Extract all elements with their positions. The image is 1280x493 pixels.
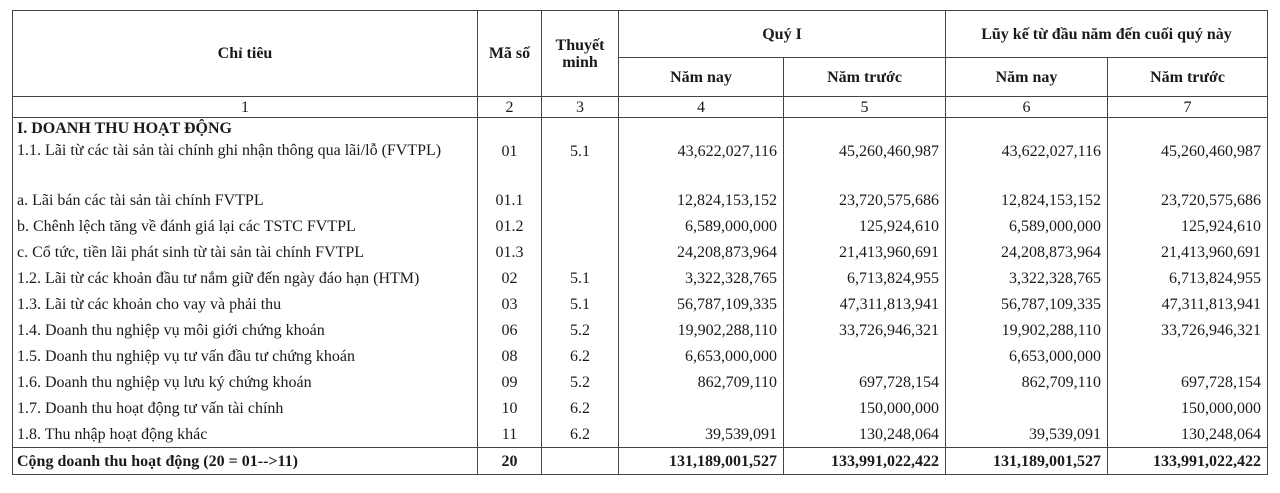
total-ytd-this-year: 131,189,001,527	[946, 448, 1108, 475]
row-code: 08	[478, 343, 542, 369]
row-ytd-last-year: 6,713,824,955	[1108, 265, 1268, 291]
header-quarter-this-year: Năm nay	[619, 58, 784, 97]
section-title: I. DOANH THU HOẠT ĐỘNG	[13, 118, 478, 139]
row-ytd-last-year: 47,311,813,941	[1108, 291, 1268, 317]
row-code: 11	[478, 421, 542, 448]
row-quarter-last-year: 130,248,064	[784, 421, 946, 448]
table-row	[13, 187, 1268, 213]
row-ytd-last-year	[1108, 343, 1268, 369]
row-note: 5.1	[542, 291, 619, 317]
column-number: 6	[946, 97, 1108, 118]
row-quarter-last-year: 23,720,575,686	[784, 187, 946, 213]
row-quarter-last-year: 47,311,813,941	[784, 291, 946, 317]
row-quarter-this-year: 862,709,110	[619, 369, 784, 395]
row-note: 6.2	[542, 343, 619, 369]
table-row	[13, 421, 1268, 448]
row-note: 5.2	[542, 369, 619, 395]
revenue-table	[12, 10, 1268, 475]
row-label: 1.2. Lãi từ các khoản đầu tư nắm giữ đến ngày đáo hạn (HTM)	[13, 265, 478, 291]
table-row	[13, 343, 1268, 369]
row-code: 10	[478, 395, 542, 421]
row-quarter-last-year: 150,000,000	[784, 395, 946, 421]
header-ytd: Lũy kế từ đầu năm đến cuối quý này	[946, 11, 1268, 58]
header-code: Mã số	[478, 11, 542, 97]
row-note	[542, 239, 619, 265]
row-ytd-this-year: 43,622,027,116	[946, 138, 1108, 187]
row-ytd-this-year: 862,709,110	[946, 369, 1108, 395]
income-statement-sheet	[12, 10, 1267, 475]
column-number: 7	[1108, 97, 1268, 118]
row-label: 1.1. Lãi từ các tài sản tài chính ghi nhận thông qua lãi/lỗ (FVTPL)	[13, 138, 478, 187]
row-quarter-last-year: 33,726,946,321	[784, 317, 946, 343]
header-note: Thuyết minh	[542, 11, 619, 97]
row-label: 1.3. Lãi từ các khoản cho vay và phải thu	[13, 291, 478, 317]
table-row	[13, 239, 1268, 265]
table-row	[13, 213, 1268, 239]
row-ytd-last-year: 23,720,575,686	[1108, 187, 1268, 213]
row-ytd-this-year: 56,787,109,335	[946, 291, 1108, 317]
row-ytd-last-year: 21,413,960,691	[1108, 239, 1268, 265]
header-indicator: Chỉ tiêu	[13, 11, 478, 97]
row-label: 1.8. Thu nhập hoạt động khác	[13, 421, 478, 448]
column-number: 3	[542, 97, 619, 118]
table-row	[13, 265, 1268, 291]
row-ytd-this-year: 12,824,153,152	[946, 187, 1108, 213]
row-note	[542, 213, 619, 239]
row-quarter-this-year: 43,622,027,116	[619, 138, 784, 187]
total-label: Cộng doanh thu hoạt động (20 = 01-->11)	[13, 448, 478, 475]
column-number: 1	[13, 97, 478, 118]
row-ytd-last-year: 697,728,154	[1108, 369, 1268, 395]
row-quarter-last-year: 697,728,154	[784, 369, 946, 395]
table-row	[13, 138, 1268, 187]
row-quarter-this-year: 56,787,109,335	[619, 291, 784, 317]
row-ytd-this-year: 3,322,328,765	[946, 265, 1108, 291]
column-number: 5	[784, 97, 946, 118]
row-label: b. Chênh lệch tăng về đánh giá lại các TSTC FVTPL	[13, 213, 478, 239]
row-note: 5.1	[542, 138, 619, 187]
row-ytd-this-year: 6,589,000,000	[946, 213, 1108, 239]
row-ytd-last-year: 125,924,610	[1108, 213, 1268, 239]
row-note: 5.2	[542, 317, 619, 343]
total-code: 20	[478, 448, 542, 475]
row-quarter-this-year: 6,589,000,000	[619, 213, 784, 239]
column-number: 2	[478, 97, 542, 118]
total-quarter-this-year: 131,189,001,527	[619, 448, 784, 475]
row-note	[542, 187, 619, 213]
row-ytd-this-year: 19,902,288,110	[946, 317, 1108, 343]
row-code: 09	[478, 369, 542, 395]
total-row	[13, 448, 1268, 475]
row-ytd-this-year: 6,653,000,000	[946, 343, 1108, 369]
row-quarter-this-year	[619, 395, 784, 421]
row-quarter-this-year: 3,322,328,765	[619, 265, 784, 291]
row-code: 02	[478, 265, 542, 291]
header-quarter: Quý I	[619, 11, 946, 58]
row-label: 1.7. Doanh thu hoạt động tư vấn tài chính	[13, 395, 478, 421]
table-row	[13, 395, 1268, 421]
row-ytd-this-year: 24,208,873,964	[946, 239, 1108, 265]
total-note	[542, 448, 619, 475]
row-note: 5.1	[542, 265, 619, 291]
row-quarter-last-year: 21,413,960,691	[784, 239, 946, 265]
row-ytd-this-year	[946, 395, 1108, 421]
row-code: 06	[478, 317, 542, 343]
row-ytd-last-year: 130,248,064	[1108, 421, 1268, 448]
row-code: 01.3	[478, 239, 542, 265]
table-row	[13, 369, 1268, 395]
row-code: 01.2	[478, 213, 542, 239]
section-row	[13, 118, 1268, 139]
header-quarter-last-year: Năm trước	[784, 58, 946, 97]
row-quarter-this-year: 12,824,153,152	[619, 187, 784, 213]
row-label: 1.6. Doanh thu nghiệp vụ lưu ký chứng khoán	[13, 369, 478, 395]
row-quarter-this-year: 24,208,873,964	[619, 239, 784, 265]
column-number: 4	[619, 97, 784, 118]
row-label: 1.5. Doanh thu nghiệp vụ tư vấn đầu tư chứng khoán	[13, 343, 478, 369]
header-ytd-this-year: Năm nay	[946, 58, 1108, 97]
row-ytd-last-year: 33,726,946,321	[1108, 317, 1268, 343]
row-quarter-this-year: 39,539,091	[619, 421, 784, 448]
row-note: 6.2	[542, 421, 619, 448]
row-code: 01	[478, 138, 542, 187]
row-label: a. Lãi bán các tài sản tài chính FVTPL	[13, 187, 478, 213]
row-note: 6.2	[542, 395, 619, 421]
row-ytd-last-year: 45,260,460,987	[1108, 138, 1268, 187]
row-quarter-last-year: 45,260,460,987	[784, 138, 946, 187]
row-ytd-this-year: 39,539,091	[946, 421, 1108, 448]
row-code: 03	[478, 291, 542, 317]
table-row	[13, 291, 1268, 317]
row-label: c. Cổ tức, tiền lãi phát sinh từ tài sản tài chính FVTPL	[13, 239, 478, 265]
row-ytd-last-year: 150,000,000	[1108, 395, 1268, 421]
row-quarter-last-year	[784, 343, 946, 369]
total-ytd-last-year: 133,991,022,422	[1108, 448, 1268, 475]
table-row	[13, 317, 1268, 343]
row-quarter-this-year: 19,902,288,110	[619, 317, 784, 343]
row-quarter-last-year: 125,924,610	[784, 213, 946, 239]
header-ytd-last-year: Năm trước	[1108, 58, 1268, 97]
row-code: 01.1	[478, 187, 542, 213]
row-quarter-last-year: 6,713,824,955	[784, 265, 946, 291]
row-quarter-this-year: 6,653,000,000	[619, 343, 784, 369]
total-quarter-last-year: 133,991,022,422	[784, 448, 946, 475]
row-label: 1.4. Doanh thu nghiệp vụ môi giới chứng khoán	[13, 317, 478, 343]
